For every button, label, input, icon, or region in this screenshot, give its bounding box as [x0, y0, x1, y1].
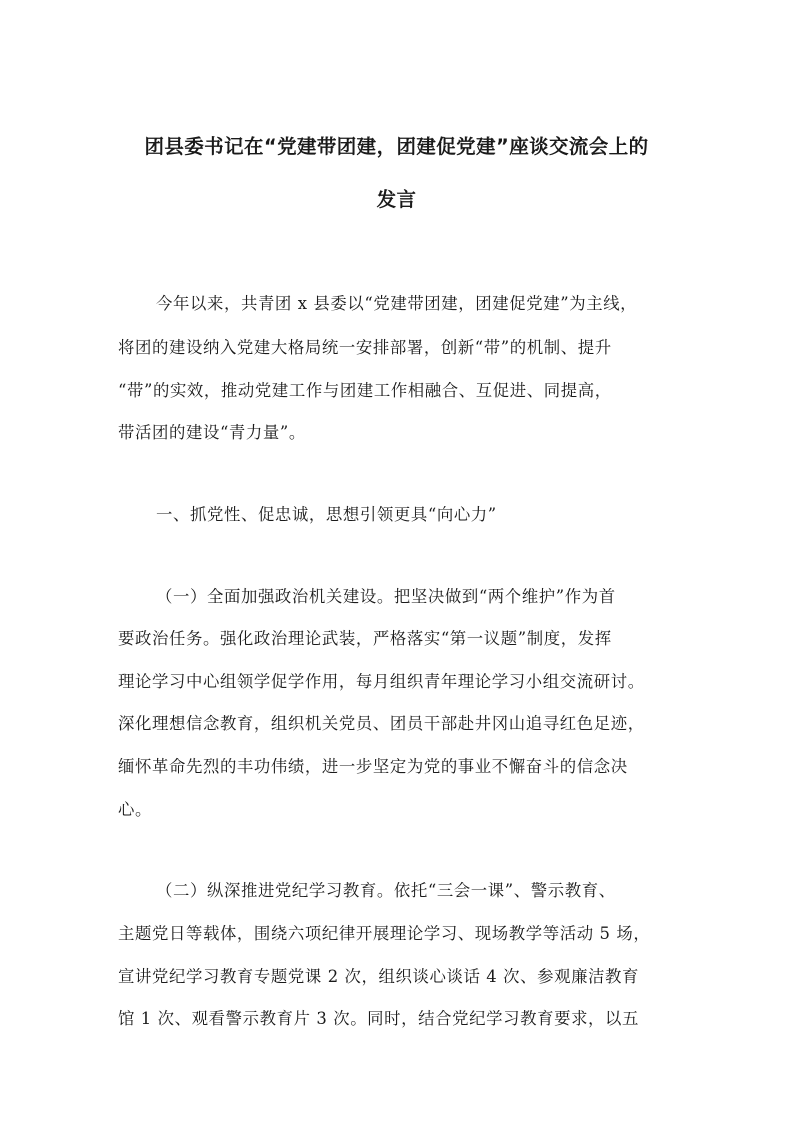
subsection-one-line: 要政治任务。强化政治理论武装，严格落实“第一议题”制度，发挥 [118, 629, 612, 648]
subsection-one-line: 理论学习中心组领学促学作用，每月组织青年理论学习小组交流研讨。 [118, 672, 645, 691]
subsection-one-line: 缅怀革命先烈的丰功伟绩，进一步坚定为党的事业不懈奋斗的信念决 [118, 757, 628, 776]
document-title-line-2: 发言 [376, 188, 417, 211]
subsection-one-line: （一）全面加强政治机关建设。把坚决做到“两个维护”作为首 [156, 587, 616, 606]
subsection-two-line: （二）纵深推进党纪学习教育。依托“三会一课”、警示教育、 [156, 881, 616, 900]
intro-paragraph-line: “带”的实效，推动党建工作与团建工作相融合、互促进、同提高， [118, 381, 612, 400]
intro-paragraph-line: 带活团的建设“青力量”。 [118, 423, 306, 442]
intro-paragraph-line: 将团的建设纳入党建大格局统一安排部署，创新“带”的机制、提升 [118, 338, 612, 357]
section-one-heading: 一、抓党性、促忠诚，思想引领更具“向心力” [156, 505, 497, 524]
document-title-line-1: 团县委书记在“党建带团建，团建促党建”座谈交流会上的 [144, 135, 649, 158]
subsection-one-line: 心。 [118, 800, 152, 819]
subsection-two-line: 馆 1 次、观看警示教育片 3 次。同时，结合党纪学习教育要求，以五 [118, 1009, 640, 1028]
subsection-two-line: 宣讲党纪学习教育专题党课 2 次，组织谈心谈话 4 次、参观廉洁教育 [118, 967, 640, 986]
subsection-one-line: 深化理想信念教育，组织机关党员、团员干部赴井冈山追寻红色足迹， [118, 714, 645, 733]
subsection-two-line: 主题党日等载体，围绕六项纪律开展理论学习、现场教学等活动 5 场， [118, 924, 651, 943]
intro-paragraph-line: 今年以来，共青团 x 县委以“党建带团建，团建促党建”为主线， [156, 294, 638, 313]
